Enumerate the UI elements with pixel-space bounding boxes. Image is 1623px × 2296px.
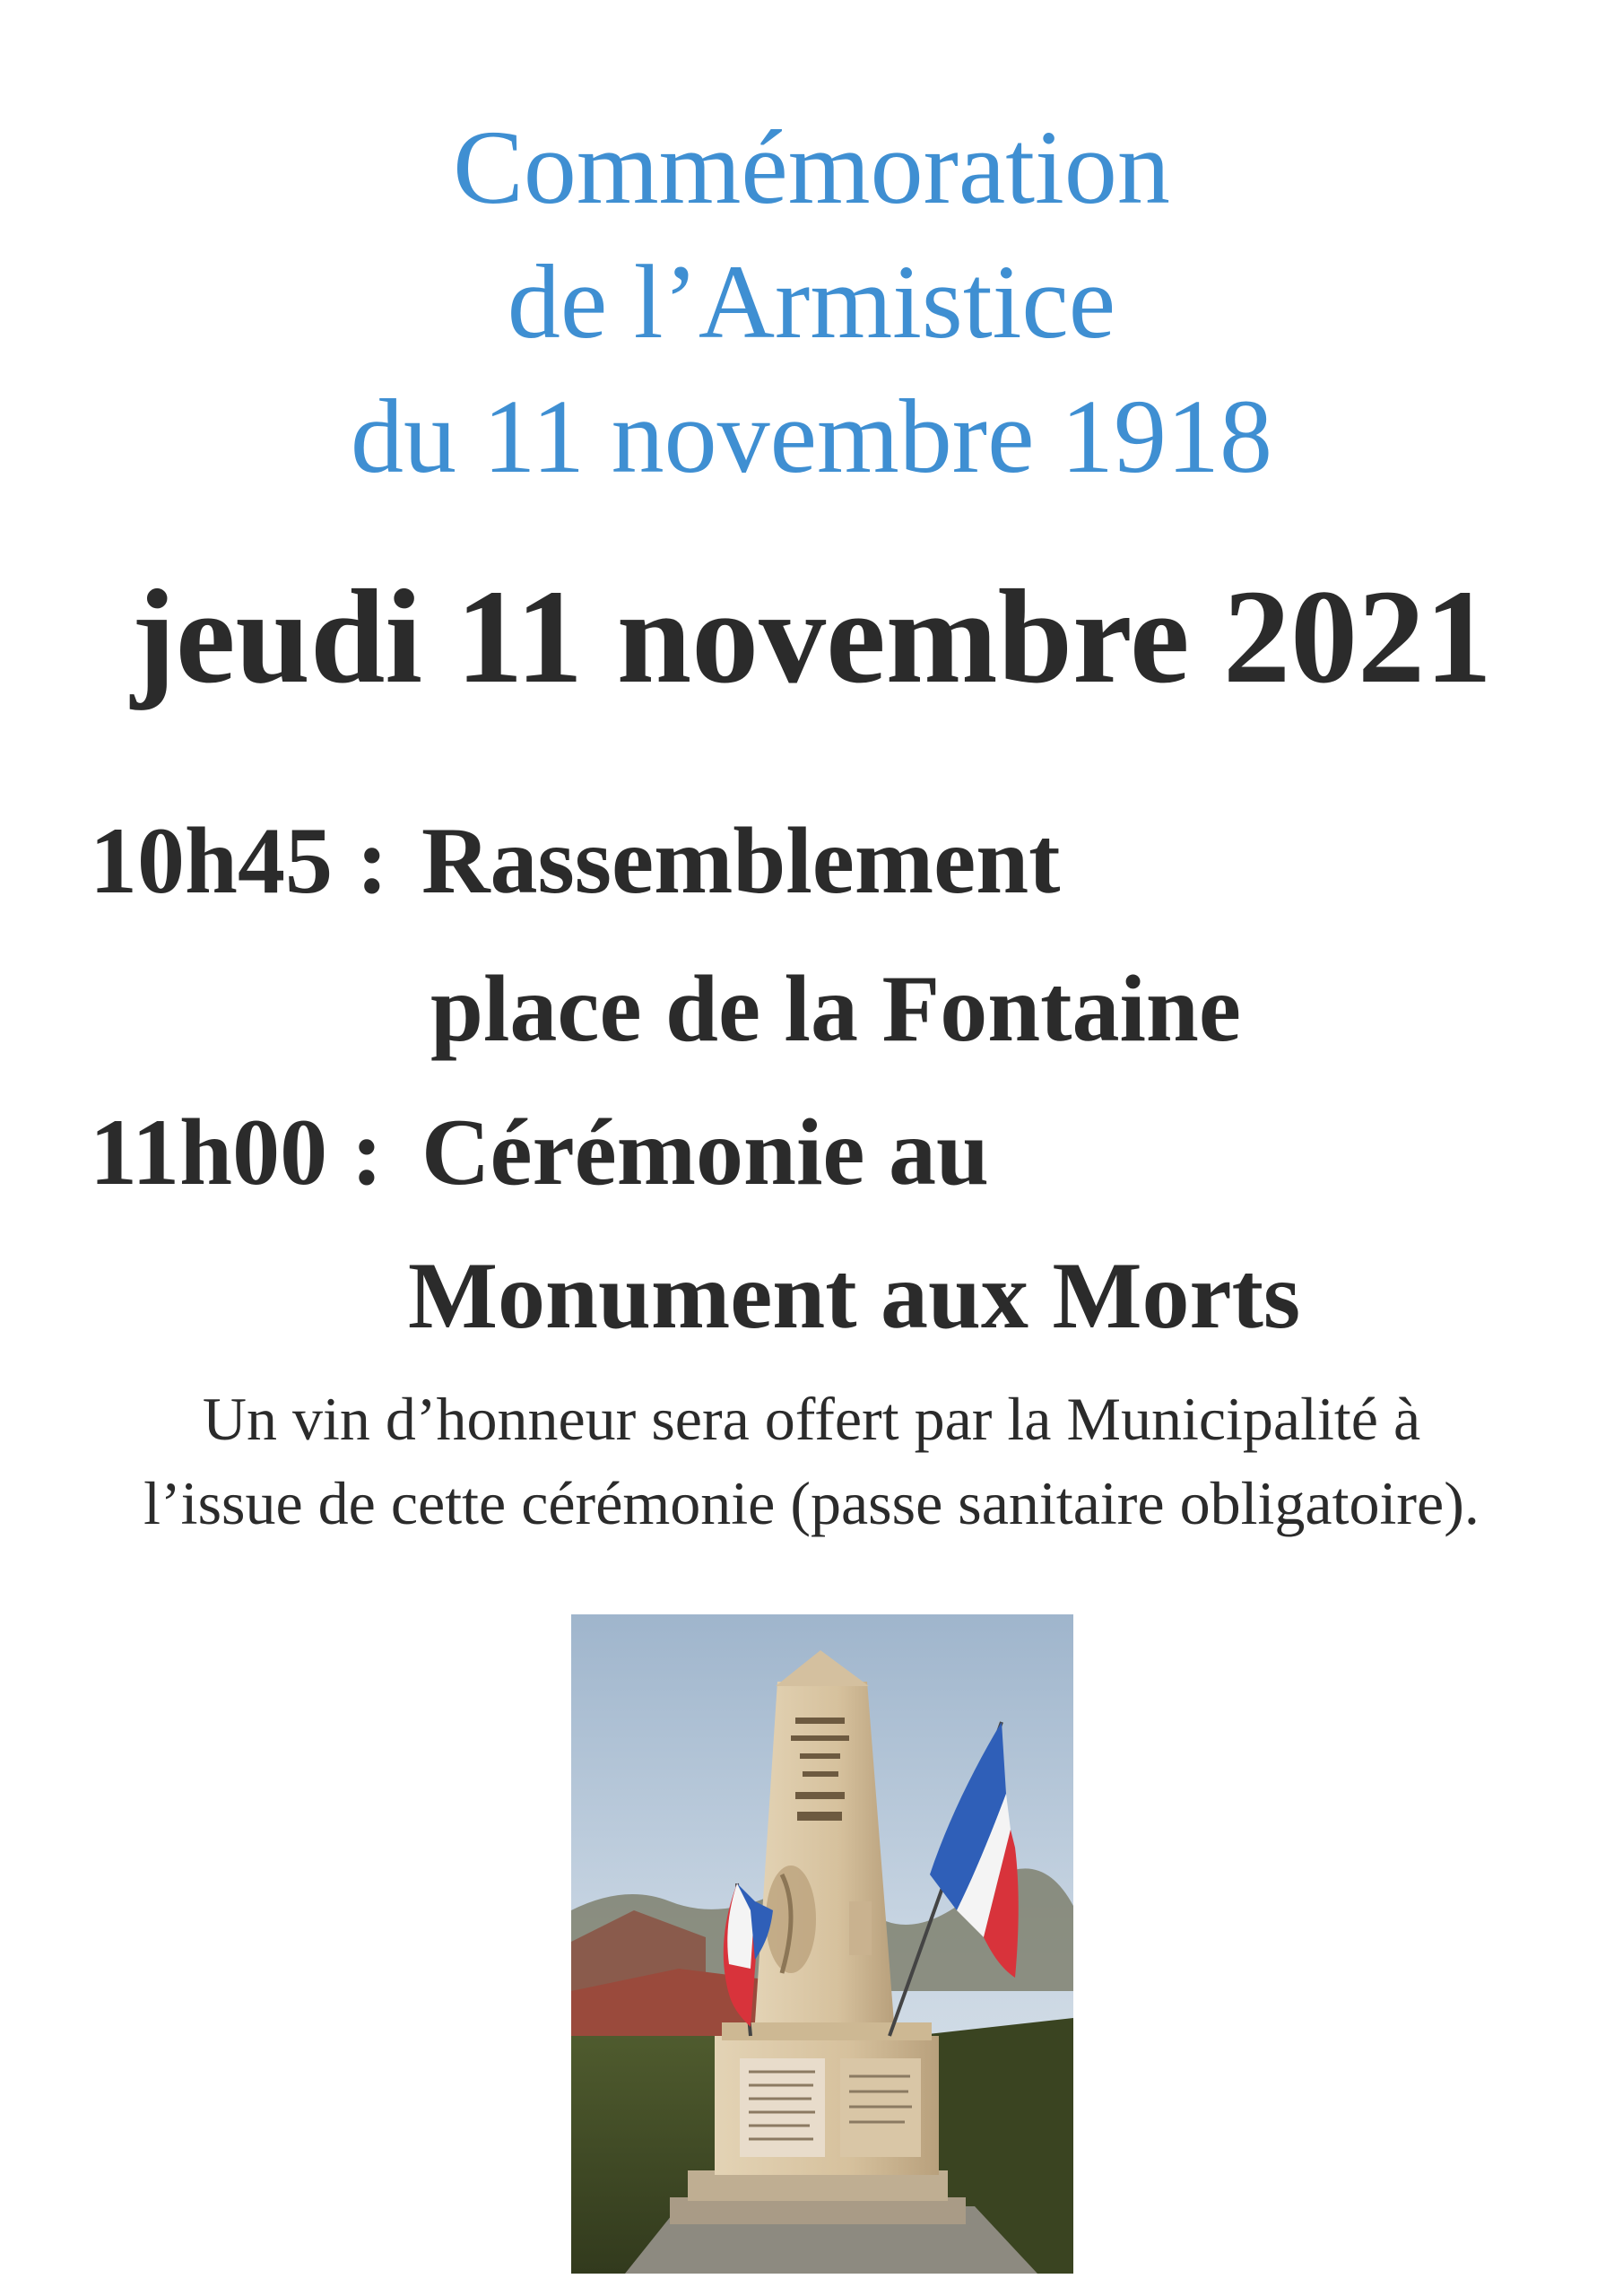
title-line-2: de l’Armistice <box>507 243 1116 361</box>
note-line-2: l’issue de cette cérémonie (passe sanitaire obligatoire). <box>143 1469 1480 1537</box>
schedule-place-2: Monument aux Morts <box>408 1243 1301 1348</box>
note-line-1: Un vin d’honneur sera offert par la Municipalité à <box>202 1385 1421 1453</box>
title-line-3: du 11 novembre 1918 <box>351 378 1272 495</box>
schedule-title-2: Cérémonie au <box>421 1100 989 1205</box>
schedule-time-2: 11h00 : <box>90 1100 383 1205</box>
event-date: jeudi 11 novembre 2021 <box>130 562 1493 711</box>
memorial-photo-illustration <box>571 1614 1073 2274</box>
schedule-place-1: place de la Fontaine <box>430 956 1241 1061</box>
schedule-title-1: Rassemblement <box>421 808 1061 913</box>
schedule-time-1: 10h45 : <box>90 808 388 913</box>
title-line-1: Commémoration <box>453 109 1170 226</box>
memorial-photo <box>571 1614 1073 2274</box>
